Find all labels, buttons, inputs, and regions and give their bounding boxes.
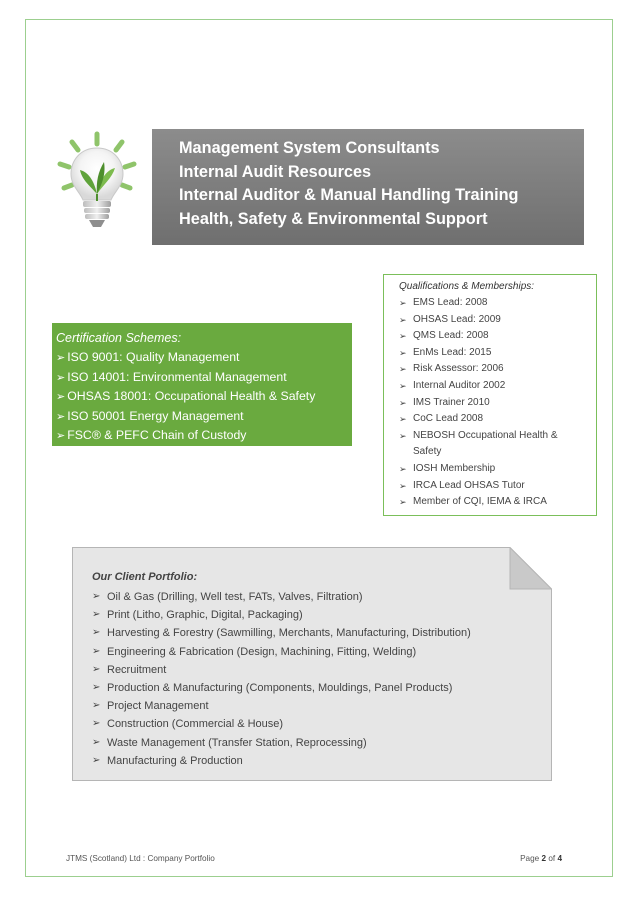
list-item <box>92 606 542 624</box>
list-item-text: Internal Auditor 2002 <box>413 379 506 391</box>
list-item-text: Risk Assessor: 2006 <box>413 363 504 375</box>
banner-line: Internal Auditor & Manual Handling Training <box>179 186 519 204</box>
arrow-bullet-icon: ➢ <box>399 497 407 508</box>
list-item-text: Member of CQI, IEMA & IRCA <box>413 496 547 508</box>
list-item-text: Construction (Commercial & House) <box>107 718 284 731</box>
list-item <box>92 643 542 661</box>
arrow-bullet-icon: ➢ <box>399 463 407 474</box>
certification-title: Certification Schemes: <box>56 331 182 345</box>
list-item-text: IOSH Membership <box>413 462 496 474</box>
arrow-bullet-icon: ➢ <box>92 700 101 712</box>
list-item-text: Harvesting & Forestry (Sawmilling, Merchants, Manufacturing, Distribution) <box>107 627 471 640</box>
list-item <box>399 428 588 461</box>
arrow-bullet-icon: ➢ <box>56 371 66 384</box>
arrow-bullet-icon: ➢ <box>92 609 101 621</box>
list-item <box>92 661 542 679</box>
arrow-bullet-icon: ➢ <box>92 645 101 657</box>
client-portfolio-box <box>72 547 552 781</box>
list-item <box>399 494 588 511</box>
list-item-text: Print (Litho, Graphic, Digital, Packaging) <box>107 609 303 622</box>
list-item <box>92 679 542 697</box>
banner-line: Health, Safety & Environmental Support <box>179 209 488 228</box>
portfolio-list <box>92 588 542 770</box>
list-item <box>399 378 588 395</box>
page-number <box>520 854 562 863</box>
arrow-bullet-icon: ➢ <box>399 380 407 391</box>
arrow-bullet-icon: ➢ <box>399 364 407 375</box>
list-item <box>399 328 588 345</box>
arrow-bullet-icon: ➢ <box>92 736 101 748</box>
list-item-text: EMS Lead: 2008 <box>413 297 488 308</box>
arrow-bullet-icon: ➢ <box>92 682 101 694</box>
arrow-bullet-icon: ➢ <box>92 718 101 730</box>
certification-box <box>52 323 352 446</box>
list-item-text: ISO 9001: Quality Management <box>67 350 240 364</box>
arrow-bullet-icon: ➢ <box>399 298 407 308</box>
arrow-bullet-icon: ➢ <box>399 414 407 425</box>
arrow-bullet-icon: ➢ <box>399 347 407 358</box>
list-item <box>399 478 588 495</box>
list-item <box>399 312 588 329</box>
qualifications-box <box>383 274 597 516</box>
list-item-text: FSC® & PEFC Chain of Custody <box>67 428 247 442</box>
list-item <box>399 395 588 412</box>
arrow-bullet-icon: ➢ <box>56 410 66 423</box>
qualifications-list <box>399 295 588 511</box>
list-item-text: Recruitment <box>107 663 167 676</box>
arrow-bullet-icon: ➢ <box>399 314 407 325</box>
list-item <box>399 411 588 428</box>
list-item-text: Manufacturing & Production <box>107 754 243 767</box>
arrow-bullet-icon: ➢ <box>56 391 66 403</box>
list-item <box>92 588 542 606</box>
list-item <box>56 407 348 427</box>
list-item <box>92 624 542 642</box>
list-item-text: OHSAS Lead: 2009 <box>413 313 501 325</box>
page-of: of <box>548 854 556 863</box>
list-item <box>399 295 588 312</box>
list-item <box>56 387 348 407</box>
arrow-bullet-icon: ➢ <box>399 430 407 441</box>
arrow-bullet-icon: ➢ <box>399 331 407 342</box>
qualifications-title: Qualifications & Memberships: <box>399 281 535 292</box>
list-item <box>92 697 542 715</box>
list-item <box>56 348 348 368</box>
list-item <box>92 734 542 752</box>
portfolio-content <box>92 569 542 770</box>
list-item <box>92 752 542 770</box>
list-item-text: QMS Lead: 2008 <box>413 330 489 342</box>
list-item-text: IRCA Lead OHSAS Tutor <box>413 479 525 491</box>
list-item-text: ISO 50001 Energy Management <box>67 408 244 423</box>
list-item-text: Project Management <box>107 700 209 713</box>
banner-line: Management System Consultants <box>179 139 440 157</box>
arrow-bullet-icon: ➢ <box>399 480 407 491</box>
arrow-bullet-icon: ➢ <box>56 430 66 442</box>
certification-list <box>56 348 348 446</box>
portfolio-title: Our Client Portfolio: <box>92 571 198 583</box>
arrow-bullet-icon: ➢ <box>56 352 66 364</box>
list-item <box>399 361 588 378</box>
arrow-bullet-icon: ➢ <box>399 397 407 408</box>
list-item-text: NEBOSH Occupational Health & Safety <box>413 429 558 458</box>
list-item-text: CoC Lead 2008 <box>413 413 484 425</box>
list-item-text: IMS Trainer 2010 <box>413 396 490 408</box>
page-total: 4 <box>557 854 562 863</box>
list-item-text: EnMs Lead: 2015 <box>413 346 492 358</box>
arrow-bullet-icon: ➢ <box>92 591 101 602</box>
list-item <box>399 345 588 362</box>
list-item-text: Engineering & Fabrication (Design, Machining, Fitting, Welding) <box>107 645 417 658</box>
list-item-text: OHSAS 18001: Occupational Health & Safety <box>67 389 316 403</box>
list-item-text: Waste Management (Transfer Station, Reprocessing) <box>107 736 367 749</box>
list-item <box>56 426 348 446</box>
list-item <box>56 368 348 388</box>
list-item-text: Production & Manufacturing (Components, Mouldings, Panel Products) <box>107 682 453 695</box>
arrow-bullet-icon: ➢ <box>92 663 101 675</box>
list-item-text: Oil & Gas (Drilling, Well test, FATs, Valves, Filtration) <box>107 591 363 603</box>
list-item <box>92 715 542 733</box>
arrow-bullet-icon: ➢ <box>92 627 101 639</box>
header-banner <box>152 129 584 245</box>
list-item-text: ISO 14001: Environmental Management <box>67 369 287 384</box>
page-current: 2 <box>541 854 547 863</box>
lightbulb-logo-icon <box>52 128 142 238</box>
banner-line: Internal Audit Resources <box>179 162 372 181</box>
footer-company-text: JTMS (Scotland) Ltd : Company Portfolio <box>66 854 215 863</box>
page-label: Page <box>520 854 540 863</box>
list-item <box>399 461 588 478</box>
arrow-bullet-icon: ➢ <box>92 754 101 766</box>
